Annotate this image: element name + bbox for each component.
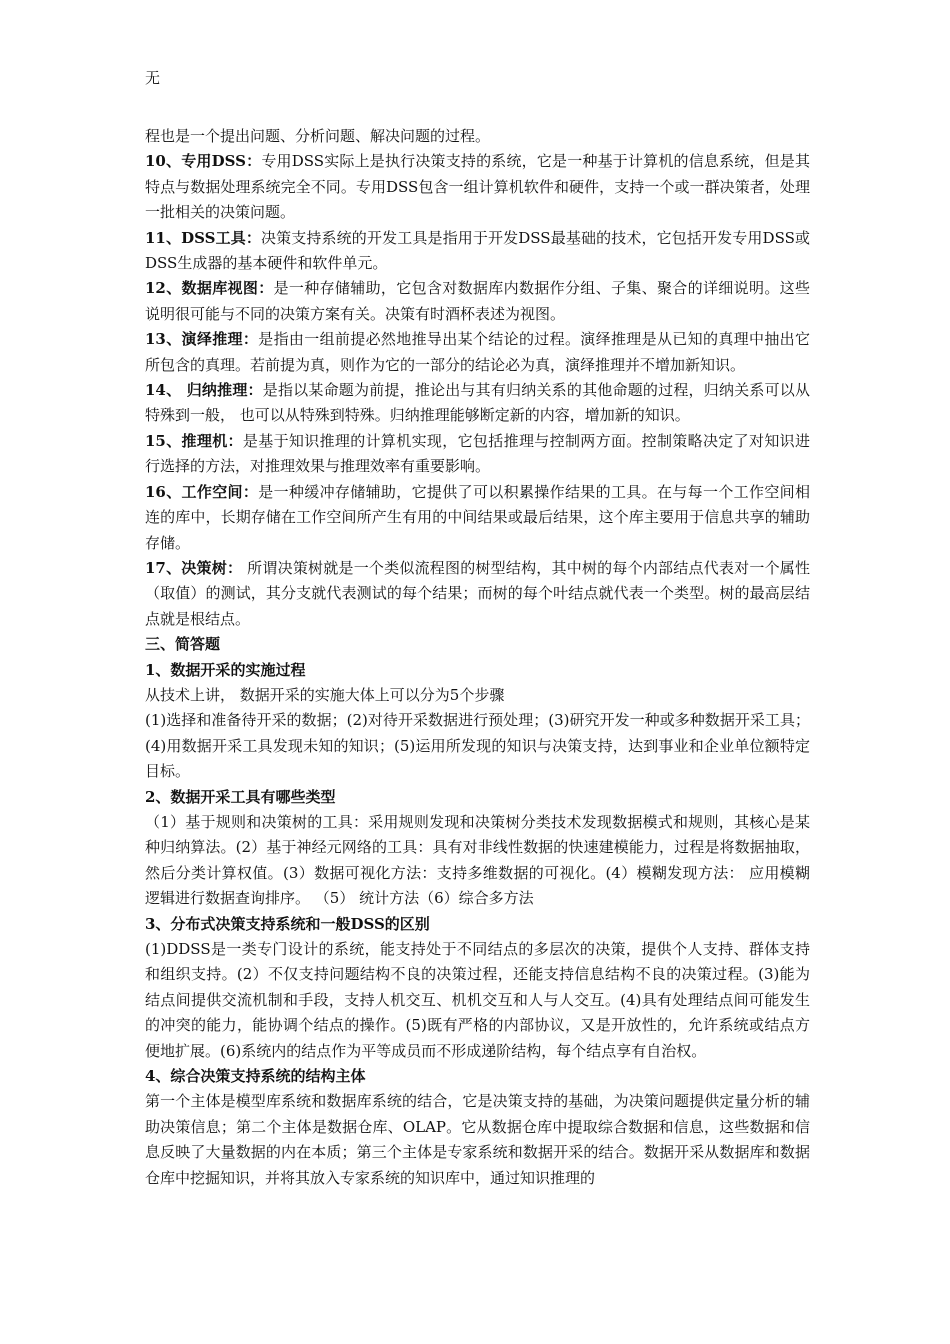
definition-10 — [145, 149, 810, 225]
question-heading-3: 3、分布式决策支持系统和一般DSS的区别 — [145, 914, 430, 933]
definition-term: 14、 归纳推理： — [145, 381, 263, 400]
definition-12 — [145, 276, 810, 327]
answer-paragraph: 从技术上讲， 数据开采的实施大体上可以分为5个步骤 — [145, 685, 505, 704]
answer-paragraph: (1)DDSS是一类专门设计的系统，能支持处于不同结点的多层次的决策，提供个人支持、群体支持和组织支持。(2）不仅支持问题结构不良的决策过程，还能支持信息结构不良的决策过程。(3)能为结点间提供交流机制和手段，支持人机交互、机机交互和人与人交互。(4)具有处理结点间可能发生的冲突的能力，能协调个结点的操作。(5)既有严格的内部协议，又是开放性的，允许系统或结点方便地扩展。(6)系统内的结点作为平等成员而不形成递阶结构，每个结点享有自治权。 — [145, 940, 810, 1060]
definition-term: 16、工作空间： — [145, 482, 259, 501]
section-heading: 三、简答题 — [145, 635, 221, 654]
answer-paragraph: (1)选择和准备待开采的数据；(2)对待开采数据进行预处理；(3)研究开发一种或多种数据开采工具；(4)用数据开采工具发现未知的知识；(5)运用所发现的知识与决策支持，达到事业和企业单位额特定目标。 — [145, 711, 810, 781]
continuation-paragraph: 程也是一个提出问题、分析问题、解决问题的过程。 — [145, 127, 491, 145]
definition-15 — [145, 429, 810, 480]
question-heading-4: 4、综合决策支持系统的结构主体 — [145, 1067, 366, 1086]
question-heading-1: 1、数据开采的实施过程 — [145, 660, 306, 679]
definition-text: 是指以某命题为前提，推论出与其有归纳关系的其他命题的过程，归纳关系可以从特殊到一般， 也可以从特殊到特殊。归纳推理能够断定新的内容，增加新的知识。 — [145, 381, 810, 425]
definition-16 — [145, 480, 810, 556]
definition-14 — [145, 378, 810, 429]
definition-text: 所谓决策树就是一个类似流程图的树型结构，其中树的每个内部结点代表对一个属性（取值）的测试，其分支就代表测试的每个结果；而树的每个叶结点就代表一个类型。树的最高层结点就是根结点。 — [145, 558, 810, 628]
definition-text: 是一种存储辅助，它包含对数据库内数据作分组、子集、聚合的详细说明。这些说明很可能与不同的决策方案有关。决策有时酒杯表述为视图。 — [145, 279, 810, 323]
definition-13 — [145, 327, 810, 378]
definition-term: 17、决策树： — [145, 558, 243, 577]
definition-term: 12、数据库视图： — [145, 279, 274, 298]
definition-term: 13、演绎推理： — [145, 330, 259, 349]
definition-text: 专用DSS实际上是执行决策支持的系统，它是一种基于计算机的信息系统，但是其特点与数据处理系统完全不同。专用DSS包含一组计算机软件和硬件，支持一个或一群决策者，处理一批相关的决策问题。 — [145, 152, 810, 222]
definition-term: 15、推理机： — [145, 431, 243, 450]
answer-paragraph: （1）基于规则和决策树的工具：采用规则发现和决策树分类技术发现数据模式和规则，其核心是某种归纳算法。(2）基于神经元网络的工具：具有对非线性数据的快速建模能力，过程是将数据抽取，然后分类计算权值。(3）数据可视化方法：支持多维数据的可视化。(4）模糊发现方法： 应用模糊逻辑进行数据查询排序。 （5） 统计方法（6）综合多方法 — [145, 812, 810, 908]
answer-paragraph: 第一个主体是模型库系统和数据库系统的结合，它是决策支持的基础，为决策问题提供定量分析的辅助决策信息；第二个主体是数据仓库、OLAP。它从数据仓库中提取综合数据和信息，这些数据和信息反映了大量数据的内在本质；第三个主体是专家系统和数据开采的结合。数据开采从数据库和数据仓库中挖掘知识，并将其放入专家系统的知识库中，通过知识推理的 — [145, 1092, 810, 1187]
definition-text: 是基于知识推理的计算机实现，它包括推理与控制两方面。控制策略决定了对知识进行选择的方法，对推理效果与推理效率有重要影响。 — [145, 431, 810, 476]
definition-text: 是一种缓冲存储辅助，它提供了可以积累操作结果的工具。在与每一个工作空间相连的库中，长期存储在工作空间所产生有用的中间结果或最后结果，这个库主要用于信息共享的辅助存储。 — [145, 482, 810, 552]
definition-11 — [145, 226, 810, 277]
definition-text: 决策支持系统的开发工具是指用于开发DSS最基础的技术，它包括开发专用DSS或DSS生成器的基本硬件和软件单元。 — [145, 228, 810, 273]
definition-term: 10、专用DSS： — [145, 152, 262, 171]
question-heading-2: 2、数据开采工具有哪些类型 — [145, 787, 336, 806]
document-body — [145, 124, 810, 1191]
definition-term: 11、DSS工具： — [145, 228, 262, 247]
definition-17 — [145, 556, 810, 632]
definition-text: 是指由一组前提必然地推导出某个结论的过程。演绎推理是从已知的真理中抽出它所包含的真理。若前提为真，则作为它的一部分的结论必为真，演绎推理并不增加新知识。 — [145, 330, 810, 374]
page-header: 无 — [145, 69, 161, 87]
